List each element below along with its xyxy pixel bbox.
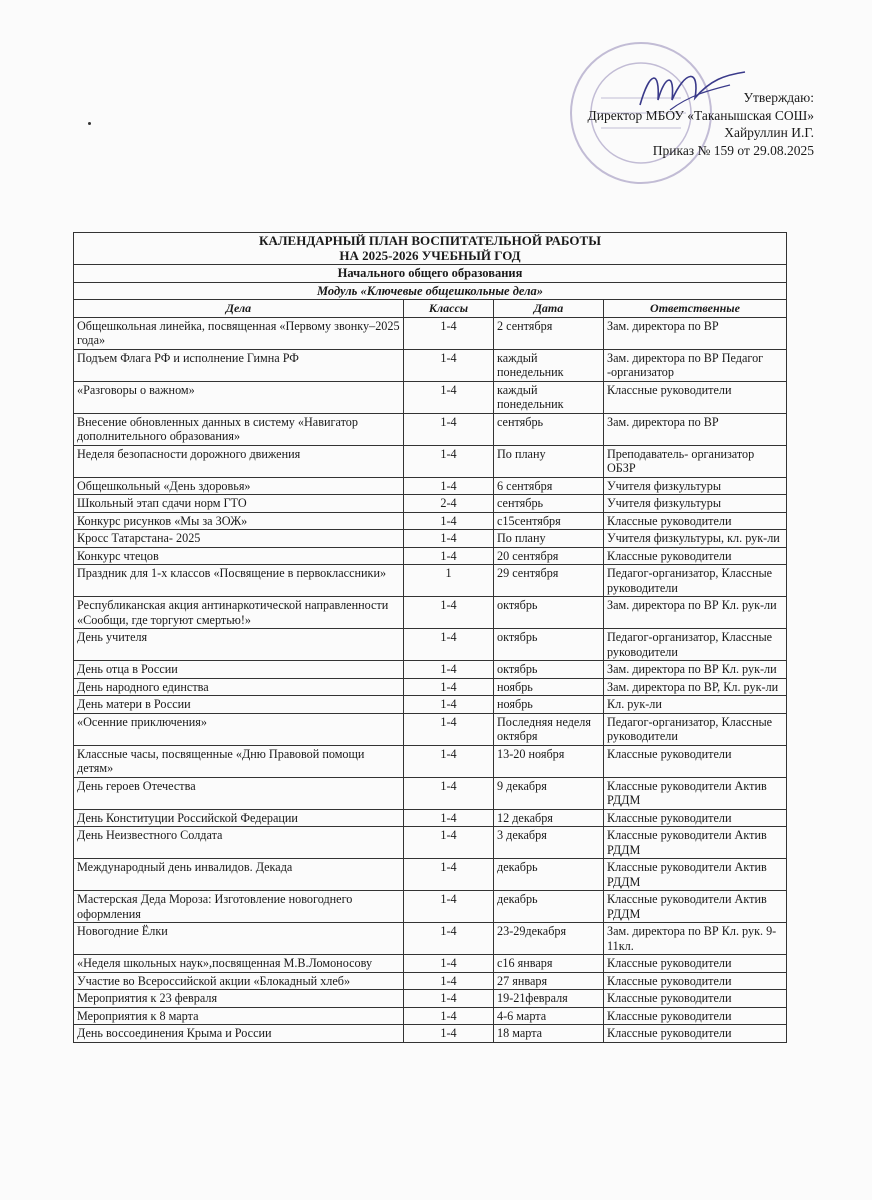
date-cell: По плану [494, 445, 604, 477]
classes-cell: 1-4 [404, 696, 494, 714]
director-title: Директор МБОУ «Таканышская СОШ» [587, 107, 814, 123]
classes-cell: 1-4 [404, 972, 494, 990]
plan-title-line2: НА 2025-2026 УЧЕБНЫЙ ГОД [339, 247, 521, 263]
header-row [74, 300, 787, 318]
classes-cell: 1-4 [404, 530, 494, 548]
date-cell: 18 марта [494, 1025, 604, 1043]
classes-cell: 1-4 [404, 512, 494, 530]
classes-cell: 1-4 [404, 317, 494, 349]
responsible-cell: Зам. директора по ВР Кл. рук. 9-11кл. [604, 923, 787, 955]
date-cell: 19-21февраля [494, 990, 604, 1008]
date-cell: ноябрь [494, 678, 604, 696]
date-cell: с16 января [494, 955, 604, 973]
classes-cell: 1-4 [404, 955, 494, 973]
classes-cell: 1-4 [404, 777, 494, 809]
table-row [74, 597, 787, 629]
responsible-cell: Зам. директора по ВР [604, 317, 787, 349]
activity-cell: «Осенние приключения» [74, 713, 404, 745]
date-cell: 6 сентября [494, 477, 604, 495]
activity-cell: День Конституции Российской Федерации [74, 809, 404, 827]
date-cell: октябрь [494, 597, 604, 629]
activity-cell: Мероприятия к 8 марта [74, 1007, 404, 1025]
activity-cell: Праздник для 1-х классов «Посвящение в первоклассники» [74, 565, 404, 597]
table-row [74, 696, 787, 714]
director-name: Хайруллин И.Г. [724, 125, 814, 140]
table-row [74, 495, 787, 513]
table-row [74, 827, 787, 859]
responsible-cell: Классные руководители Актив РДДМ [604, 891, 787, 923]
responsible-cell: Классные руководители Актив РДДМ [604, 827, 787, 859]
header-responsible: Ответственные [604, 300, 787, 318]
responsible-cell: Учителя физкультуры [604, 477, 787, 495]
calendar-plan-table [73, 232, 787, 1043]
activity-cell: Мероприятия к 23 февраля [74, 990, 404, 1008]
activity-cell: Новогодние Ёлки [74, 923, 404, 955]
table-title-row [74, 233, 787, 265]
responsible-cell: Классные руководители [604, 955, 787, 973]
activity-cell: Неделя безопасности дорожного движения [74, 445, 404, 477]
date-cell: 4-6 марта [494, 1007, 604, 1025]
activity-cell: Школьный этап сдачи норм ГТО [74, 495, 404, 513]
date-cell: Последняя неделя октября [494, 713, 604, 745]
table-row [74, 661, 787, 679]
activity-cell: День Неизвестного Солдата [74, 827, 404, 859]
date-cell: декабрь [494, 891, 604, 923]
responsible-cell: Преподаватель- организатор ОБЗР [604, 445, 787, 477]
activity-cell: Классные часы, посвященные «Дню Правовой помощи детям» [74, 745, 404, 777]
table-row [74, 923, 787, 955]
table-row [74, 629, 787, 661]
date-cell: каждый понедельник [494, 381, 604, 413]
responsible-cell: Зам. директора по ВР Кл. рук-ли [604, 597, 787, 629]
responsible-cell: Кл. рук-ли [604, 696, 787, 714]
responsible-cell: Зам. директора по ВР Кл. рук-ли [604, 661, 787, 679]
date-cell: октябрь [494, 661, 604, 679]
classes-cell: 1-4 [404, 413, 494, 445]
activity-cell: Конкурс чтецов [74, 547, 404, 565]
speck [88, 122, 91, 125]
classes-cell: 1-4 [404, 477, 494, 495]
table-row [74, 547, 787, 565]
activity-cell: Республиканская акция антинаркотической направленности «Сообщи, где торгуют смертью!» [74, 597, 404, 629]
date-cell: с15сентября [494, 512, 604, 530]
table-row [74, 1025, 787, 1043]
classes-cell: 1-4 [404, 678, 494, 696]
classes-cell: 1-4 [404, 1007, 494, 1025]
activity-cell: День воссоединения Крыма и России [74, 1025, 404, 1043]
responsible-cell: Классные руководители Актив РДДМ [604, 777, 787, 809]
table-row [74, 859, 787, 891]
responsible-cell: Педагог-организатор, Классные руководители [604, 629, 787, 661]
classes-cell: 1-4 [404, 547, 494, 565]
date-cell: 20 сентября [494, 547, 604, 565]
table-row [74, 317, 787, 349]
responsible-cell: Учителя физкультуры [604, 495, 787, 513]
date-cell: 29 сентября [494, 565, 604, 597]
activity-cell: Конкурс рисунков «Мы за ЗОЖ» [74, 512, 404, 530]
responsible-cell: Классные руководители [604, 1025, 787, 1043]
module-title: Модуль «Ключевые общешкольные дела» [74, 282, 787, 300]
table-row [74, 413, 787, 445]
education-level: Начального общего образования [74, 265, 787, 283]
table-row [74, 955, 787, 973]
header-classes: Классы [404, 300, 494, 318]
table-row [74, 381, 787, 413]
responsible-cell: Классные руководители [604, 547, 787, 565]
responsible-cell: Зам. директора по ВР Педагог -организатор [604, 349, 787, 381]
activity-cell: Общешкольная линейка, посвященная «Первому звонку–2025 года» [74, 317, 404, 349]
activity-cell: Внесение обновленных данных в систему «Навигатор дополнительного образования» [74, 413, 404, 445]
classes-cell: 1-4 [404, 809, 494, 827]
classes-cell: 1-4 [404, 745, 494, 777]
date-cell: 9 декабря [494, 777, 604, 809]
date-cell: сентябрь [494, 495, 604, 513]
responsible-cell: Классные руководители [604, 512, 787, 530]
date-cell: 2 сентября [494, 317, 604, 349]
classes-cell: 1-4 [404, 381, 494, 413]
table-row [74, 777, 787, 809]
date-cell: декабрь [494, 859, 604, 891]
date-cell: 3 декабря [494, 827, 604, 859]
responsible-cell: Классные руководители [604, 809, 787, 827]
table-row [74, 990, 787, 1008]
date-cell: 13-20 ноября [494, 745, 604, 777]
responsible-cell: Классные руководители [604, 381, 787, 413]
date-cell: каждый понедельник [494, 349, 604, 381]
activity-cell: Международный день инвалидов. Декада [74, 859, 404, 891]
date-cell: 27 января [494, 972, 604, 990]
activity-cell: Общешкольный «День здоровья» [74, 477, 404, 495]
classes-cell: 2-4 [404, 495, 494, 513]
activity-cell: День героев Отечества [74, 777, 404, 809]
module-row [74, 282, 787, 300]
table-row [74, 713, 787, 745]
activity-cell: День отца в России [74, 661, 404, 679]
responsible-cell: Педагог-организатор, Классные руководители [604, 713, 787, 745]
classes-cell: 1-4 [404, 445, 494, 477]
classes-cell: 1 [404, 565, 494, 597]
classes-cell: 1-4 [404, 891, 494, 923]
activity-cell: «Разговоры о важном» [74, 381, 404, 413]
table-row [74, 349, 787, 381]
header-date: Дата [494, 300, 604, 318]
table-row [74, 809, 787, 827]
approval-label: Утверждаю: [743, 90, 814, 105]
classes-cell: 1-4 [404, 859, 494, 891]
classes-cell: 1-4 [404, 661, 494, 679]
date-cell: 23-29декабря [494, 923, 604, 955]
activity-cell: Мастерская Деда Мороза: Изготовление новогоднего оформления [74, 891, 404, 923]
table-row [74, 512, 787, 530]
responsible-cell: Классные руководители [604, 1007, 787, 1025]
activity-cell: День народного единства [74, 678, 404, 696]
classes-cell: 1-4 [404, 827, 494, 859]
classes-cell: 1-4 [404, 349, 494, 381]
classes-cell: 1-4 [404, 923, 494, 955]
responsible-cell: Педагог-организатор, Классные руководители [604, 565, 787, 597]
date-cell: октябрь [494, 629, 604, 661]
plan-title-line1: КАЛЕНДАРНЫЙ ПЛАН ВОСПИТАТЕЛЬНОЙ РАБОТЫ [259, 233, 601, 248]
activity-cell: День матери в России [74, 696, 404, 714]
activity-cell: Подъем Флага РФ и исполнение Гимна РФ [74, 349, 404, 381]
responsible-cell: Учителя физкультуры, кл. рук-ли [604, 530, 787, 548]
activity-cell: Кросс Татарстана- 2025 [74, 530, 404, 548]
order-number: Приказ № 159 от 29.08.2025 [652, 142, 814, 158]
date-cell: По плану [494, 530, 604, 548]
activity-cell: Участие во Всероссийской акции «Блокадный хлеб» [74, 972, 404, 990]
table-row [74, 972, 787, 990]
responsible-cell: Классные руководители [604, 972, 787, 990]
table-row [74, 530, 787, 548]
classes-cell: 1-4 [404, 629, 494, 661]
responsible-cell: Зам. директора по ВР, Кл. рук-ли [604, 678, 787, 696]
level-row [74, 265, 787, 283]
table-row [74, 445, 787, 477]
responsible-cell: Классные руководители [604, 990, 787, 1008]
classes-cell: 1-4 [404, 597, 494, 629]
header-activities: Дела [74, 300, 404, 318]
date-cell: сентябрь [494, 413, 604, 445]
date-cell: 12 декабря [494, 809, 604, 827]
table-row [74, 565, 787, 597]
table-row [74, 477, 787, 495]
activity-cell: «Неделя школьных наук»,посвященная М.В.Ломоносову [74, 955, 404, 973]
classes-cell: 1-4 [404, 1025, 494, 1043]
table-row [74, 1007, 787, 1025]
table-row [74, 745, 787, 777]
date-cell: ноябрь [494, 696, 604, 714]
classes-cell: 1-4 [404, 990, 494, 1008]
approval-block [588, 89, 814, 159]
activity-cell: День учителя [74, 629, 404, 661]
responsible-cell: Зам. директора по ВР [604, 413, 787, 445]
responsible-cell: Классные руководители [604, 745, 787, 777]
responsible-cell: Классные руководители Актив РДДМ [604, 859, 787, 891]
table-row [74, 678, 787, 696]
table-row [74, 891, 787, 923]
classes-cell: 1-4 [404, 713, 494, 745]
